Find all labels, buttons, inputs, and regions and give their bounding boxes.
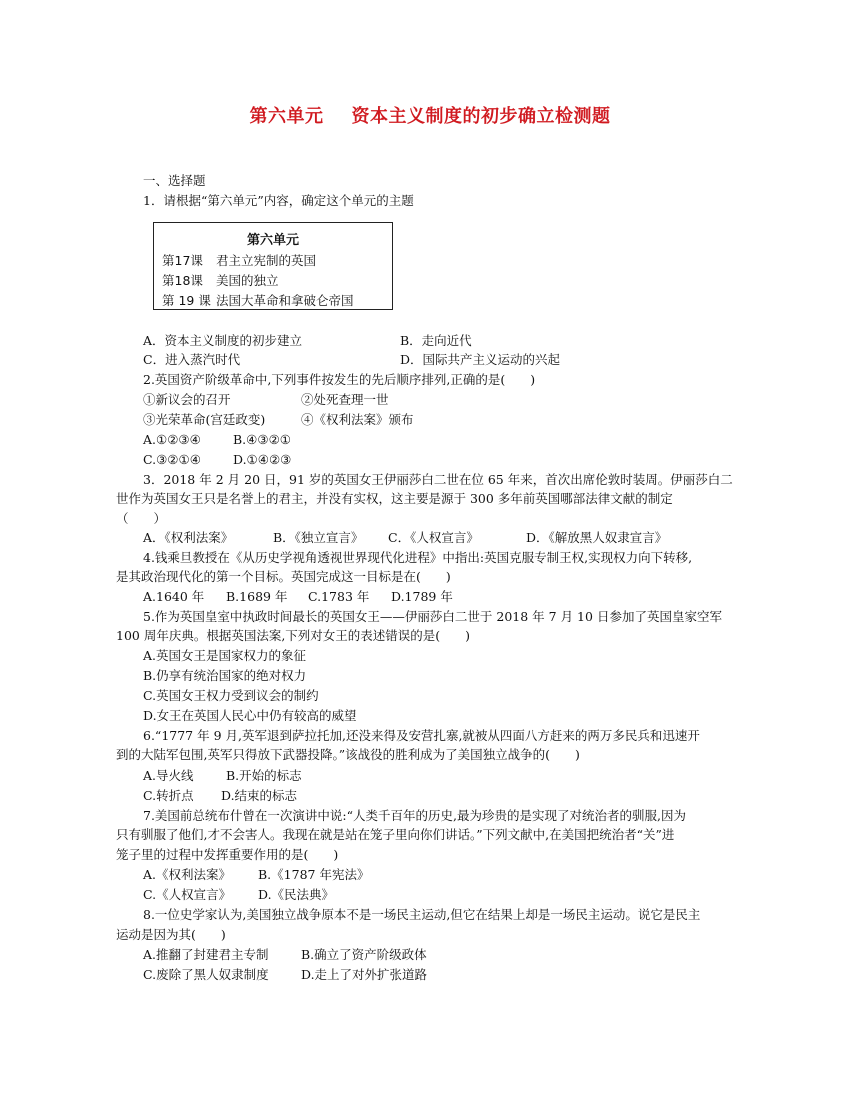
q4-option-a: A.1640 年 (143, 589, 205, 604)
q7-line: 只有驯服了他们,才不会害人。我现在就是站在笼子里向你们讲话。”下列文献中,在美国把统治者“关”进 (116, 827, 675, 842)
q4-line: 是其政治现代化的第一个目标。英国完成这一目标是在( ) (116, 569, 451, 584)
q4-option-b: B.1689 年 (226, 589, 288, 604)
unit-box-row (162, 291, 354, 309)
q1-option-a: A．资本主义制度的初步建立 (143, 333, 303, 348)
q3-line: 世作为英国女王只是名誉上的君主，并没有实权，这主要是源于 300 多年前英国哪部法律文献的制定 (116, 491, 673, 506)
page-title (0, 102, 860, 128)
q8-line: 8.一位史学家认为,美国独立战争原本不是一场民主运动,但它在结果上却是一场民主运动。说它是民主 (143, 907, 701, 922)
q2-option-a: A.①②③④ (143, 432, 201, 447)
q6-option-a: A.导火线 (143, 768, 194, 783)
q5-option-b: B.仍享有统治国家的绝对权力 (143, 668, 307, 683)
lesson-number: 第18课 (162, 273, 203, 288)
q2-item: ③光荣革命(宫廷政变) (143, 412, 266, 427)
q5-line: 100 周年庆典。根据英国法案,下列对女王的表述错误的是( ) (116, 628, 471, 643)
q3-option-a: A．《权利法案》 (143, 530, 234, 545)
lesson-number: 第 19 课 (162, 293, 211, 308)
lesson-title: 法国大革命和拿破仑帝国 (216, 293, 354, 308)
q1-option-d: D．国际共产主义运动的兴起 (400, 352, 561, 367)
q8-line: 运动是因为其( ) (116, 927, 226, 942)
title-unit: 第六单元 (249, 106, 324, 127)
q4-option-d: D.1789 年 (391, 589, 453, 604)
q6-line: 6.“1777 年 9 月,英军退到萨拉托加,还没来得及安营扎寨,就被从四面八方赶来的两万多民兵和迅速开 (143, 728, 700, 743)
q6-option-d: D.结束的标志 (221, 788, 298, 803)
q8-option-c: C.废除了黑人奴隶制度 (143, 967, 269, 982)
q8-option-a: A.推翻了封建君主专制 (143, 947, 269, 962)
q7-option-c: C.《人权宣言》 (143, 887, 232, 902)
q1-option-c: C．进入蒸汽时代 (143, 352, 241, 367)
q7-option-b: B.《1787 年宪法》 (258, 867, 370, 882)
q5-line: 5.作为英国皇室中执政时间最长的英国女王——伊丽莎白二世于 2018 年 7 月 10 日参加了英国皇家空军 (143, 609, 722, 624)
section-heading: 一、选择题 (143, 173, 206, 188)
q8-option-d: D.走上了对外扩张道路 (301, 967, 428, 982)
q5-option-c: C.英国女王权力受到议会的制约 (143, 688, 319, 703)
q1-option-b: B．走向近代 (400, 333, 472, 348)
q8-option-b: B.确立了资产阶级政体 (301, 947, 427, 962)
q2-item: ②处死查理一世 (301, 392, 389, 407)
q2-option-c: C.③②①④ (143, 452, 201, 467)
unit-box-row (162, 251, 316, 269)
lesson-title: 美国的独立 (216, 273, 279, 288)
unit-box-heading: 第六单元 (246, 233, 299, 248)
q4-line: 4.钱乘旦教授在《从历史学视角透视世界现代化进程》中指出:英国克服专制王权,实现权力向下转移, (143, 550, 693, 565)
q3-option-c: C．《人权宣言》 (388, 530, 479, 545)
q3-line: （ ） (116, 511, 167, 526)
q2-item: ①新议会的召开 (143, 392, 231, 407)
q4-option-c: C.1783 年 (308, 589, 370, 604)
lesson-title: 君主立宪制的英国 (216, 253, 317, 268)
q2-stem: 2.英国资产阶级革命中,下列事件按发生的先后顺序排列,正确的是( ) (143, 372, 536, 387)
q2-option-d: D.①④②③ (233, 452, 292, 467)
q6-option-b: B.开始的标志 (226, 768, 302, 783)
q5-option-a: A.英国女王是国家权力的象征 (143, 648, 307, 663)
q3-line: 3．2018 年 2 月 20 日，91 岁的英国女王伊丽莎白二世在位 65 年来，首次出席伦敦时装周。伊丽莎白二 (143, 472, 733, 487)
q6-option-c: C.转折点 (143, 788, 194, 803)
q5-option-d: D.女王在英国人民心中仍有较高的威望 (143, 708, 357, 723)
title-topic: 资本主义制度的初步确立检测题 (351, 106, 611, 127)
q7-line: 笼子里的过程中发挥重要作用的是( ) (116, 847, 339, 862)
unit-box-row (162, 271, 279, 289)
q7-option-a: A.《权利法案》 (143, 867, 232, 882)
q6-line: 到的大陆军包围,英军只得放下武器投降。”该战役的胜利成为了美国独立战争的( ) (116, 747, 580, 762)
q3-option-d: D．《解放黑人奴隶宣言》 (526, 530, 668, 545)
q1-stem: 1．请根据“第六单元”内容，确定这个单元的主题 (143, 193, 414, 208)
q7-option-d: D.《民法典》 (258, 887, 335, 902)
q7-line: 7.美国前总统布什曾在一次演讲中说:“人类千百年的历史,最为珍贵的是实现了对统治者的驯服,因为 (143, 808, 686, 823)
q3-option-b: B．《独立宣言》 (273, 530, 364, 545)
unit-contents-box (153, 222, 393, 310)
q2-option-b: B.④③②① (233, 432, 291, 447)
lesson-number: 第17课 (162, 253, 203, 268)
q2-item: ④《权利法案》颁布 (301, 412, 414, 427)
